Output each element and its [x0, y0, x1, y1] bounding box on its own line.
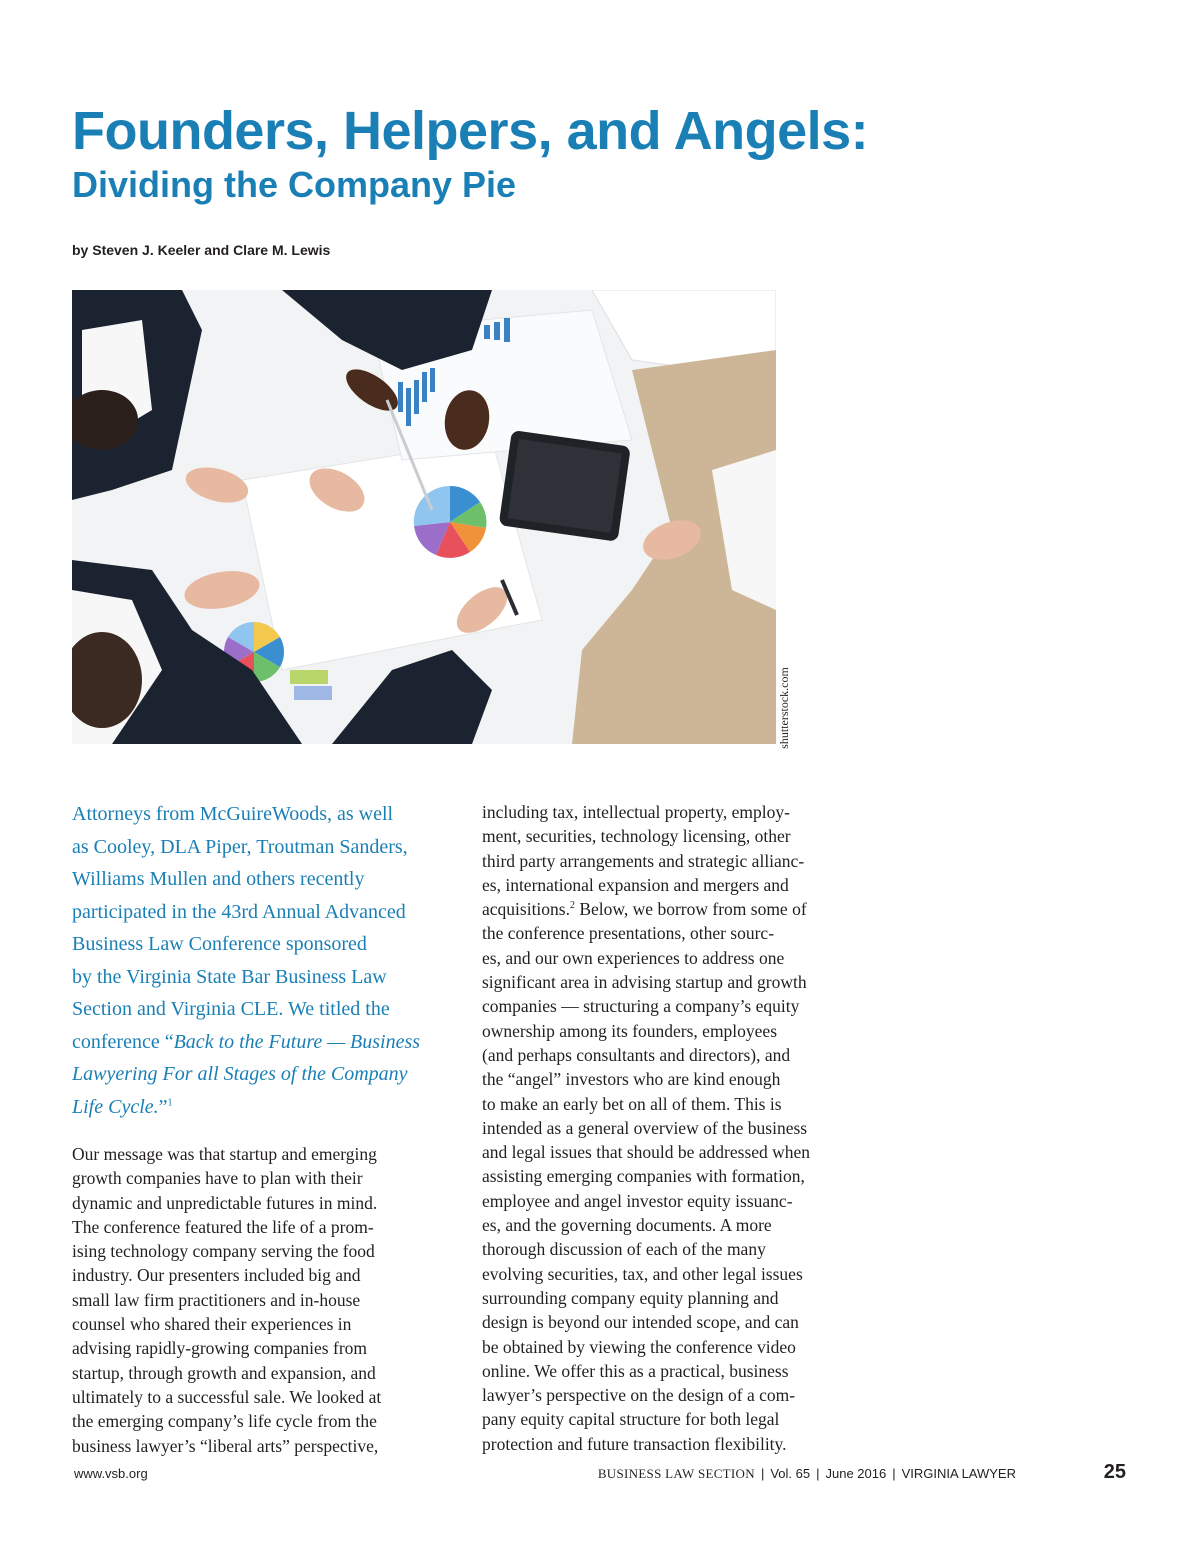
- intro-line: by the Virginia State Bar Business Law: [72, 965, 387, 988]
- article-photo: [72, 290, 776, 744]
- body-line: thorough discussion of each of the many: [482, 1239, 766, 1260]
- footer-date: June 2016: [825, 1466, 887, 1481]
- body-line: employee and angel investor equity issuanc-: [482, 1190, 793, 1211]
- body-line: the “angel” investors who are kind enough: [482, 1069, 781, 1090]
- footer-separator: |: [892, 1466, 896, 1481]
- article-subtitle: Dividing the Company Pie: [72, 164, 517, 205]
- intro-paragraph: [72, 798, 458, 1123]
- photo-credit: shutterstock.com: [777, 667, 791, 749]
- body-line: [482, 897, 862, 921]
- body-line: third party arrangements and strategic allianc-: [482, 850, 805, 871]
- footnote-ref[interactable]: 1: [167, 1096, 173, 1108]
- acquisitions-text: acquisitions.: [482, 899, 570, 920]
- body-line: the conference presentations, other sourc-: [482, 923, 775, 944]
- page-number: 25: [1103, 1461, 1126, 1483]
- body-line: pany equity capital structure for both legal: [482, 1409, 780, 1430]
- body-line: dynamic and unpredictable futures in mind.: [72, 1192, 378, 1213]
- body-line: es, and the governing documents. A more: [482, 1215, 772, 1236]
- body-line: be obtained by viewing the conference video: [482, 1336, 796, 1357]
- intro-line: participated in the 43rd Annual Advanced: [72, 900, 406, 923]
- color-swatch: [294, 686, 332, 700]
- body-line: lawyer’s perspective on the design of a com-: [482, 1385, 796, 1406]
- conference-title: Lawyering For all Stages of the Company: [72, 1063, 408, 1085]
- intro-line: Business Law Conference sponsored: [72, 933, 367, 955]
- body-line: Our message was that startup and emerging: [72, 1144, 377, 1164]
- body-line: ment, securities, technology licensing, other: [482, 826, 791, 847]
- conference-title: Life Cycle.: [72, 1095, 159, 1118]
- body-column-right: [482, 800, 862, 1456]
- intro-line: as Cooley, DLA Piper, Troutman Sanders,: [72, 835, 408, 858]
- body-line: counsel who shared their experiences in: [72, 1314, 352, 1335]
- body-line: The conference featured the life of a prom-: [72, 1216, 374, 1237]
- body-line: evolving securities, tax, and other legal issues: [482, 1263, 803, 1284]
- body-line: design is beyond our intended scope, and can: [482, 1312, 799, 1333]
- body-line: protection and future transaction flexibility.: [482, 1433, 787, 1454]
- body-line: assisting emerging companies with formation,: [482, 1166, 805, 1187]
- body-line: growth companies have to plan with their: [72, 1168, 363, 1189]
- body-line: significant area in advising startup and growth: [482, 972, 807, 993]
- pie-chart-graphic: [414, 486, 487, 558]
- body-line: startup, through growth and expansion, and: [72, 1362, 376, 1383]
- byline: by Steven J. Keeler and Clare M. Lewis: [72, 242, 331, 258]
- footer-publication: VIRGINIA LAWYER: [901, 1466, 1016, 1481]
- body-line: including tax, intellectual property, employ-: [482, 802, 790, 822]
- acquisitions-rest: Below, we borrow from some of: [574, 899, 807, 920]
- body-line: and legal issues that should be addressed when: [482, 1142, 811, 1163]
- body-line: surrounding company equity planning and: [482, 1287, 779, 1308]
- body-line: intended as a general overview of the business: [482, 1117, 808, 1138]
- intro-line: [72, 1091, 458, 1124]
- body-line: business lawyer’s “liberal arts” perspective,: [72, 1435, 379, 1456]
- body-line: industry. Our presenters included big and: [72, 1265, 361, 1286]
- meeting-illustration: [72, 290, 776, 744]
- footer-section: BUSINESS LAW SECTION: [597, 1466, 755, 1481]
- body-line: es, and our own experiences to address one: [482, 947, 785, 968]
- body-line: advising rapidly-growing companies from: [72, 1338, 368, 1359]
- body-line: the emerging company’s life cycle from the: [72, 1411, 377, 1432]
- body-line: (and perhaps consultants and directors), and: [482, 1044, 791, 1065]
- footnote-ref[interactable]: 2: [569, 900, 575, 912]
- body-line: to make an early bet on all of them. This is: [482, 1093, 782, 1114]
- footer-url[interactable]: www.vsb.org: [74, 1466, 148, 1481]
- conference-prefix: conference “: [72, 1030, 174, 1053]
- intro-line: [72, 1058, 458, 1091]
- body-line: small law firm practitioners and in-house: [72, 1289, 361, 1310]
- tablet-device: [499, 430, 631, 542]
- footer-separator: |: [760, 1466, 765, 1481]
- intro-line: Attorneys from McGuireWoods, as well: [72, 803, 394, 825]
- body-line: online. We offer this as a practical, business: [482, 1360, 789, 1381]
- footer-separator: |: [816, 1466, 820, 1481]
- intro-line: Williams Mullen and others recently: [72, 868, 365, 890]
- footer-volume: Vol. 65: [770, 1466, 811, 1481]
- color-swatch: [290, 670, 328, 684]
- body-line: es, international expansion and mergers and: [482, 874, 789, 895]
- article-title: Founders, Helpers, and Angels:: [72, 101, 869, 161]
- body-line: ultimately to a successful sale. We looked at: [72, 1386, 382, 1407]
- conference-suffix: ”: [158, 1095, 168, 1118]
- body-line: ownership among its founders, employees: [482, 1020, 778, 1041]
- intro-line: [72, 1026, 458, 1059]
- body-line: ising technology company serving the food: [72, 1241, 375, 1262]
- body-column-left: [72, 1142, 434, 1458]
- intro-line: Section and Virginia CLE. We titled the: [72, 998, 390, 1020]
- footer-info: [598, 1466, 1016, 1482]
- conference-title: Back to the Future — Business: [173, 1030, 421, 1053]
- body-line: companies — structuring a company’s equity: [482, 996, 800, 1017]
